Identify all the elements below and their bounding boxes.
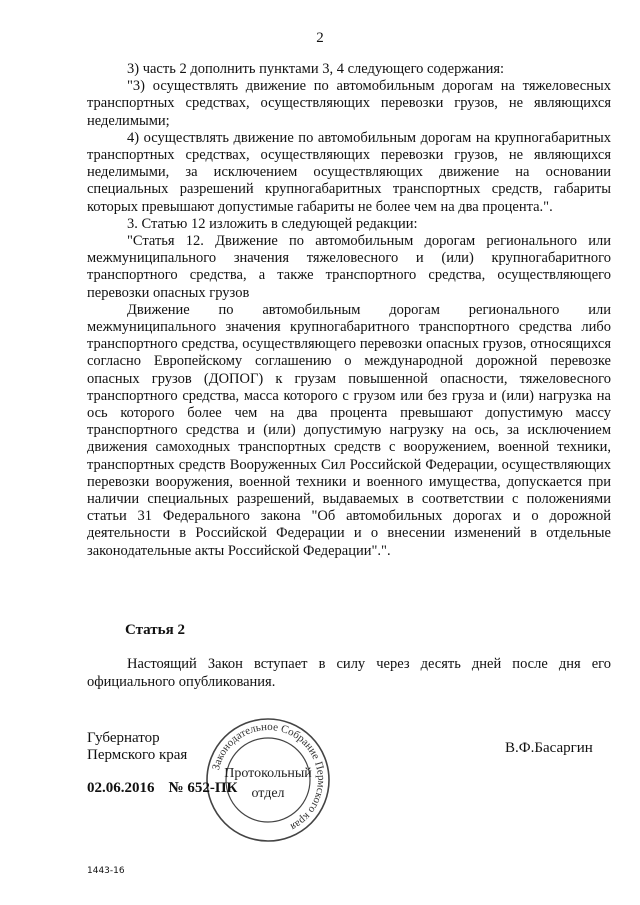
page-number: 2: [316, 30, 324, 46]
paragraph-point-3: "3) осуществлять движение по автомобильным дорогам на тяжеловесных транспортных средствах, осуществляющих перевозки грузов, не являющихся неделимыми;: [87, 78, 611, 129]
article-2-heading: Статья 2: [125, 622, 185, 638]
footer-code: 1443-16: [87, 866, 125, 876]
paragraph-article12-title: "Статья 12. Движение по автомобильным дорогам регионального или межмуниципального значения тяжеловесного и (или) крупногабаритного транспортного средства, а также транспортного средства, осуществляющего перевозки опасных грузов: [87, 233, 611, 301]
signatory-title-line1: Губернатор: [87, 730, 160, 746]
document-body: [87, 61, 611, 560]
paragraph-point-4: 4) осуществлять движение по автомобильным дорогам на крупногабаритных транспортных средствах, осуществляющих перевозки грузов, не являющихся неделимыми, за исключением осуществляющих движение на основании специальных разрешений крупногабаритных транспортных средств, габариты которых превышают допустимые габариты не более чем на два процента.".: [87, 129, 611, 215]
stamp-center-line1: Протокольный: [224, 766, 312, 781]
stamp-center-line2: отдел: [251, 786, 285, 801]
paragraph-article12-intro: 3. Статью 12 изложить в следующей редакции:: [127, 215, 418, 232]
paragraph-article12-body: Движение по автомобильным дорогам регионального или межмуниципального значения крупногабаритного транспортного средства либо транспортного средства, осуществляющего перевозки опасных грузов, относящихся согласно Европейскому соглашению о международной дорожной перевозке опасных грузов (ДОПОГ) к грузам повышенной опасности, тяжеловесного транспортного средства, масса которого с грузом или без груза и (или) нагрузка на ось которого более чем на два процента превышают допустимую массу транспортного средства и (или) допустимую нагрузку на ось, за исключением движения самоходных транспортных средств с вооружением, военной техники, транспортных средств Вооруженных Сил Российской Федерации, осуществляющих перевозки вооружения, военной техники и военного имущества, допускается при наличии специальных разрешений, выдаваемых в соответствии с положениями статьи 31 Федерального закона "Об автомобильных дорогах и о дорожной деятельности в Российской Федерации и о внесении изменений в отдельные законодательные акты Российской Федерации".".: [87, 301, 611, 559]
closing-paragraph: Настоящий Закон вступает в силу через десять дней после дня его официального опубликования.: [87, 656, 611, 690]
law-number: № 652-ПК: [168, 780, 238, 796]
signatory-title-line2: Пермского края: [87, 747, 188, 763]
signatory-title: [87, 730, 187, 764]
date-and-number: [87, 780, 251, 797]
law-date: 02.06.2016: [87, 780, 155, 796]
paragraph-amend-part2: 3) часть 2 дополнить пунктами 3, 4 следующего содержания:: [127, 61, 505, 77]
signatory-name: В.Ф.Басаргин: [505, 740, 593, 756]
stamp-ring-text: Законодательное Собрание Пермского края: [210, 720, 328, 833]
